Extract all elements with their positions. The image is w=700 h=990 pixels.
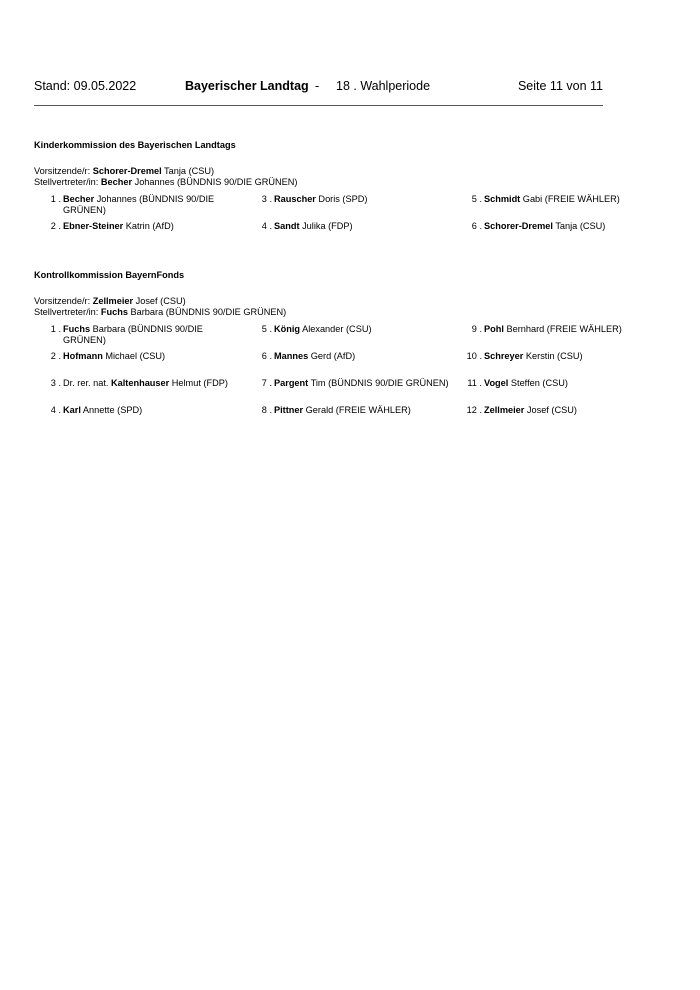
- deputy-first-name: Barbara: [127, 307, 166, 317]
- member-prefix: Dr. rer. nat.: [63, 378, 111, 388]
- chair-party: (CSU): [188, 166, 215, 176]
- member-number: 6 .: [261, 351, 272, 361]
- member-details: Michael (CSU): [102, 351, 166, 361]
- chair-last-name: Zellmeier: [92, 296, 134, 306]
- member-number: 10 .: [466, 351, 482, 361]
- member-number: 6 .: [471, 221, 482, 231]
- member-last-name: Pittner: [274, 405, 304, 415]
- member-number: 5 .: [261, 324, 272, 334]
- chair-first-name: Tanja: [161, 166, 189, 176]
- member-details: Tim (BÜNDNIS 90/DIE GRÜNEN): [308, 378, 449, 388]
- member-details: Doris (SPD): [315, 194, 368, 204]
- deputy-first-name: Johannes: [132, 177, 177, 187]
- member-details: Gabi (FREIE WÄHLER): [520, 194, 620, 204]
- document-title: Bayerischer Landtag: [185, 79, 309, 93]
- member-last-name: Ebner-Steiner: [63, 221, 124, 231]
- committee-section: [34, 140, 654, 236]
- page-number: Seite 11 von 11: [517, 79, 603, 93]
- member-item: [455, 221, 659, 232]
- member-last-name: Fuchs: [63, 324, 91, 334]
- member-number: 3 .: [261, 194, 272, 204]
- member-details: Kerstin (CSU): [523, 351, 583, 361]
- member-item: [34, 221, 248, 232]
- member-details: Josef (CSU): [524, 405, 577, 415]
- member-details: Gerald (FREIE WÄHLER): [303, 405, 411, 415]
- member-details: Steffen (CSU): [508, 378, 568, 388]
- member-details: Helmut (FDP): [169, 378, 228, 388]
- member-last-name: Hofmann: [63, 351, 103, 361]
- member-number: 4 .: [50, 405, 61, 415]
- member-item: [245, 194, 459, 205]
- member-number: 8 .: [261, 405, 272, 415]
- member-details: Tanja (CSU): [552, 221, 606, 231]
- deputy-party: (BÜNDNIS 90/DIE GRÜNEN): [165, 307, 287, 317]
- member-item: [245, 324, 459, 335]
- deputy-label: Stellvertreter/in:: [34, 177, 101, 187]
- member-number: 1 .: [50, 194, 61, 204]
- deputy-line: [34, 177, 654, 188]
- member-details: Bernhard (FREIE WÄHLER): [503, 324, 622, 334]
- member-last-name: Sandt: [274, 221, 300, 231]
- chair-line: [34, 166, 654, 177]
- member-last-name: Becher: [63, 194, 95, 204]
- member-number: 1 .: [50, 324, 61, 334]
- member-item: [34, 351, 248, 362]
- member-details: Annette (SPD): [80, 405, 143, 415]
- member-last-name: Vogel: [484, 378, 509, 388]
- chair-label: Vorsitzende/r:: [34, 166, 93, 176]
- deputy-last-name: Becher: [100, 177, 133, 187]
- member-last-name: Kaltenhauser: [111, 378, 170, 388]
- member-number: 7 .: [261, 378, 272, 388]
- member-details: Johannes (BÜNDNIS 90/DIE GRÜNEN): [63, 194, 215, 215]
- page-header: [34, 79, 603, 95]
- member-number: 4 .: [261, 221, 272, 231]
- member-number: 2 .: [50, 351, 61, 361]
- member-details: Barbara (BÜNDNIS 90/DIE GRÜNEN): [63, 324, 203, 345]
- deputy-label: Stellvertreter/in:: [34, 307, 101, 317]
- deputy-line: [34, 307, 654, 318]
- member-details: Julika (FDP): [299, 221, 353, 231]
- deputy-party: (BÜNDNIS 90/DIE GRÜNEN): [177, 177, 298, 187]
- member-item: [455, 405, 659, 416]
- member-item: [455, 351, 659, 362]
- member-details: Katrin (AfD): [123, 221, 174, 231]
- chair-first-name: Josef: [133, 296, 161, 306]
- member-last-name: Mannes: [274, 351, 309, 361]
- committee-title: Kontrollkommission BayernFonds: [34, 270, 185, 280]
- member-item: [34, 405, 248, 416]
- member-number: 11 .: [467, 378, 482, 388]
- chair-party: (CSU): [160, 296, 186, 306]
- member-last-name: Pohl: [484, 324, 504, 334]
- member-item: [245, 378, 474, 389]
- member-item: [34, 324, 248, 346]
- member-number: 3 .: [50, 378, 61, 388]
- member-number: 2 .: [50, 221, 61, 231]
- document-date: Stand: 09.05.2022: [34, 79, 137, 93]
- chair-line: [34, 296, 654, 307]
- chair-last-name: Schorer-Dremel: [92, 166, 162, 176]
- member-last-name: Schmidt: [484, 194, 521, 204]
- member-number: 9 .: [471, 324, 482, 334]
- committee-title: Kinderkommission des Bayerischen Landtags: [34, 140, 236, 150]
- member-last-name: Pargent: [274, 378, 309, 388]
- member-details: Gerd (AfD): [308, 351, 356, 361]
- member-item: [245, 221, 459, 232]
- deputy-last-name: Fuchs: [100, 307, 128, 317]
- member-item: [245, 405, 459, 416]
- member-number: 5 .: [471, 194, 482, 204]
- legislative-period: 18 . Wahlperiode: [336, 79, 431, 93]
- member-last-name: Karl: [63, 405, 81, 415]
- member-last-name: Rauscher: [274, 194, 316, 204]
- committee-section: [34, 270, 654, 420]
- member-details: Alexander (CSU): [300, 324, 372, 334]
- member-item: [34, 194, 248, 216]
- member-last-name: Schreyer: [484, 351, 524, 361]
- header-divider: [34, 105, 603, 106]
- member-item: [455, 324, 659, 335]
- member-item: [34, 378, 248, 389]
- member-number: 12 .: [466, 405, 482, 415]
- member-item: [245, 351, 459, 362]
- chair-label: Vorsitzende/r:: [34, 296, 93, 306]
- member-last-name: Zellmeier: [484, 405, 525, 415]
- member-item: [455, 378, 659, 389]
- title-separator: -: [315, 79, 320, 93]
- member-last-name: König: [274, 324, 301, 334]
- member-item: [455, 194, 659, 205]
- member-last-name: Schorer-Dremel: [484, 221, 553, 231]
